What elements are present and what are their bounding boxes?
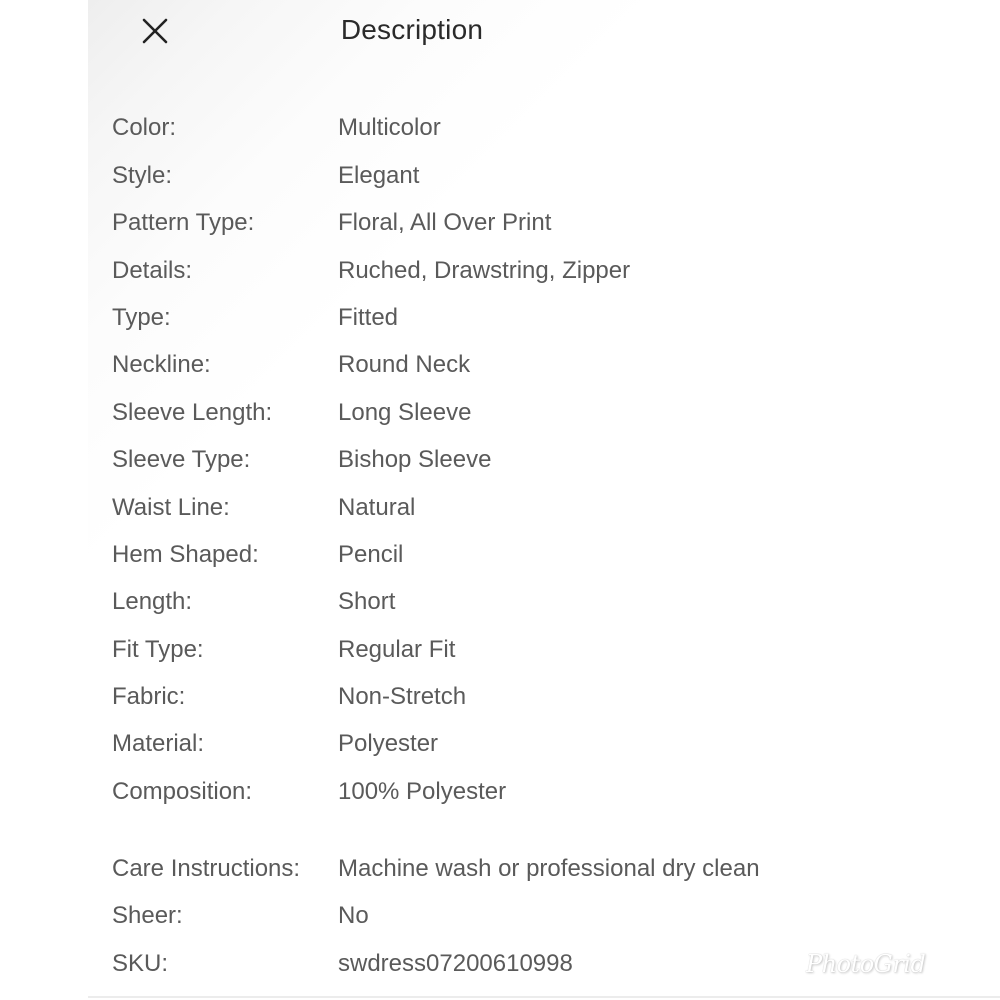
attribute-value: Regular Fit	[338, 635, 456, 663]
attribute-value: Pencil	[338, 540, 404, 568]
attribute-value: 100% Polyester	[338, 777, 507, 805]
photogrid-watermark: PhotoGrid	[806, 950, 926, 978]
attribute-row-type	[112, 286, 912, 333]
attribute-value: Polyester	[338, 730, 439, 758]
attribute-label: Waist Line:	[112, 493, 230, 521]
attribute-value: Elegant	[338, 161, 420, 189]
attribute-row-details	[112, 238, 912, 285]
attribute-label: Style:	[112, 161, 173, 189]
attribute-label: Fabric:	[112, 683, 186, 711]
attribute-value: Natural	[338, 493, 416, 521]
attribute-row-waist-line	[112, 475, 912, 522]
attribute-row-fit-type	[112, 617, 912, 664]
bottom-divider	[88, 996, 1000, 998]
attribute-label: Type:	[112, 303, 171, 331]
attribute-label: SKU:	[112, 949, 169, 977]
attribute-row-neckline	[112, 333, 912, 380]
attribute-label: Fit Type:	[112, 635, 204, 663]
attribute-label: Color:	[112, 114, 177, 142]
left-margin	[0, 0, 88, 1000]
attribute-label: Details:	[112, 256, 193, 284]
attribute-row-color	[112, 96, 912, 143]
attribute-row-sleeve-length	[112, 380, 912, 427]
attribute-row-sheer	[112, 884, 912, 931]
attribute-row-sku	[112, 931, 912, 978]
attribute-label: Material:	[112, 730, 205, 758]
attribute-value: Long Sleeve	[338, 398, 472, 426]
attribute-value: Non-Stretch	[338, 683, 467, 711]
attribute-row-length	[112, 570, 912, 617]
attribute-row-material	[112, 712, 912, 759]
attribute-list	[112, 96, 912, 979]
attribute-label: Neckline:	[112, 351, 211, 379]
attribute-label: Sheer:	[112, 902, 183, 930]
attribute-row-style	[112, 143, 912, 190]
attribute-row-sleeve-type	[112, 428, 912, 475]
attribute-value: Round Neck	[338, 351, 471, 379]
attribute-value: Floral, All Over Print	[338, 209, 552, 237]
attribute-label: Length:	[112, 588, 193, 616]
attribute-row-care-instructions	[112, 807, 912, 884]
attribute-row-hem-shaped	[112, 523, 912, 570]
attribute-row-pattern-type	[112, 191, 912, 238]
attribute-value: Ruched, Drawstring, Zipper	[338, 256, 631, 284]
attribute-value: Machine wash or professional dry clean	[338, 854, 760, 882]
attribute-row-composition	[112, 759, 912, 806]
attribute-label: Pattern Type:	[112, 209, 255, 237]
attribute-value: Multicolor	[338, 114, 441, 142]
attribute-value: No	[338, 902, 369, 930]
attribute-label: Care Instructions:	[112, 854, 301, 882]
attribute-row-fabric	[112, 665, 912, 712]
page-title: Description	[340, 14, 484, 45]
attribute-label: Sleeve Length:	[112, 398, 273, 426]
attribute-value: Fitted	[338, 303, 399, 331]
attribute-label: Hem Shaped:	[112, 540, 259, 568]
attribute-value: Short	[338, 588, 396, 616]
attribute-label: Composition:	[112, 777, 253, 805]
attribute-label: Sleeve Type:	[112, 446, 251, 474]
attribute-value: Bishop Sleeve	[338, 446, 492, 474]
attribute-value: swdress07200610998	[338, 949, 573, 977]
